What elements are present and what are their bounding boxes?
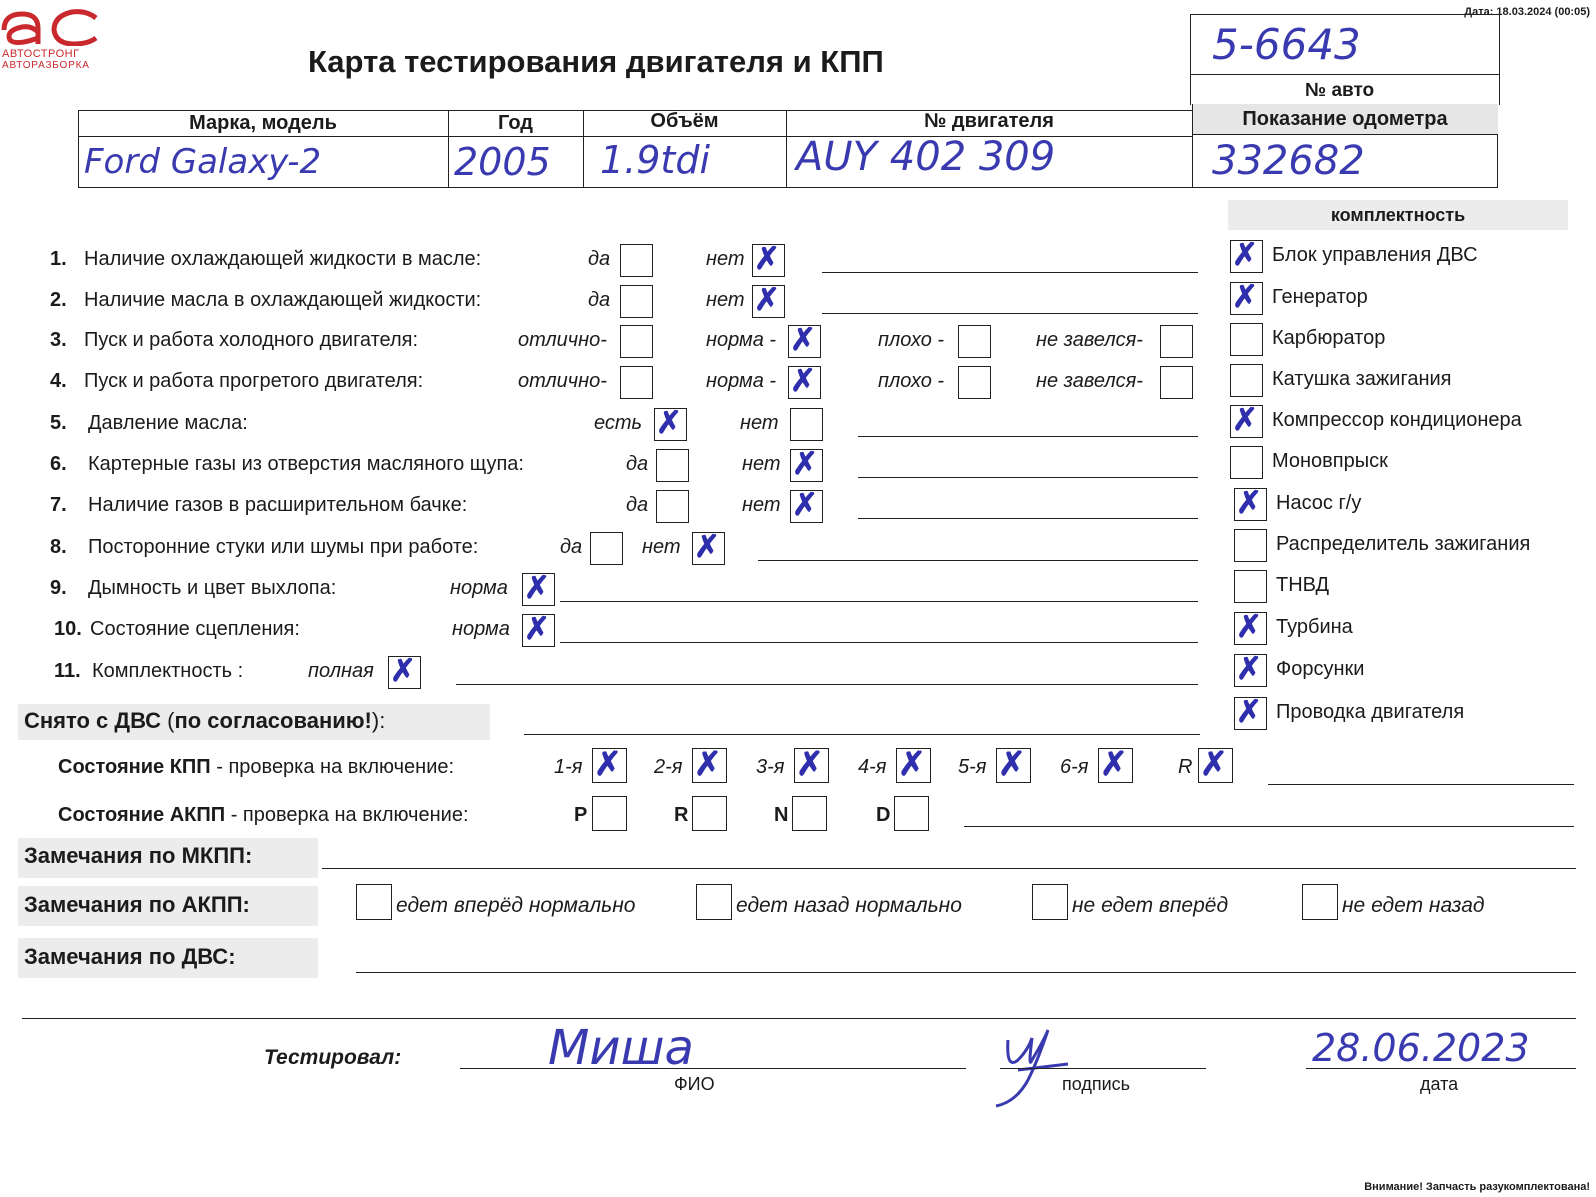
- komplekt-item-label: Генератор: [1272, 286, 1368, 308]
- question-6-checkbox-1[interactable]: [656, 449, 689, 482]
- akpp-remark-checkbox-3[interactable]: [1032, 884, 1068, 920]
- date-label: дата: [1420, 1074, 1459, 1094]
- question-7-checkbox-1[interactable]: [656, 490, 689, 523]
- question-option-label: да: [560, 536, 583, 558]
- question-4-checkbox-3[interactable]: [958, 366, 991, 399]
- logo-line1: АВТОСТРОНГ: [2, 48, 80, 60]
- question-option-label: норма: [452, 618, 510, 640]
- kpp-gear-checkbox-1-mark: ✗: [594, 745, 622, 782]
- komplekt-checkbox-5-mark: ✗: [1232, 402, 1258, 437]
- akpp-mode-label: D: [876, 804, 891, 826]
- komplekt-checkbox-8[interactable]: [1234, 529, 1267, 562]
- akpp-remark-option-label: не едет вперёд: [1072, 894, 1229, 917]
- komplekt-checkbox-11-mark: ✗: [1236, 651, 1262, 686]
- answer-line: [822, 272, 1198, 273]
- komplekt-checkbox-9[interactable]: [1234, 570, 1267, 603]
- question-number: 10.: [54, 618, 82, 640]
- question-6-checkbox-2-mark: ✗: [792, 446, 818, 481]
- value-odometer: 332682: [1212, 138, 1365, 184]
- komplekt-item-label: Катушка зажигания: [1272, 368, 1452, 390]
- value-year: 2005: [454, 140, 551, 184]
- header-year: Год: [498, 112, 533, 134]
- logo-line2: АВТОРАЗБОРКА: [2, 60, 90, 71]
- question-option-label: нет: [706, 289, 745, 311]
- question-number: 8.: [50, 536, 67, 558]
- question-10-checkbox-1-mark: ✗: [524, 611, 550, 646]
- question-text: Картерные газы из отверстия масляного щупа:: [88, 453, 524, 475]
- value-make-model: Ford Galaxy-2: [84, 142, 322, 182]
- question-option-label: отлично-: [518, 370, 607, 392]
- question-5-checkbox-1-mark: ✗: [656, 405, 682, 440]
- question-text: Комплектность :: [92, 660, 244, 682]
- footer-warning: Внимание! Запчасть разукомплектована!: [1364, 1181, 1590, 1193]
- akpp-label: Состояние АКПП - проверка на включение:: [58, 804, 469, 826]
- komplekt-header: комплектность: [1228, 200, 1568, 230]
- kpp-gear-checkbox-5-mark: ✗: [998, 745, 1026, 782]
- question-option-label: не завелся-: [1036, 370, 1143, 392]
- question-4-checkbox-2-mark: ✗: [790, 363, 816, 398]
- kpp-gear-label: 6-я: [1060, 756, 1089, 778]
- question-text: Посторонние стуки или шумы при работе:: [88, 536, 479, 558]
- question-text: Наличие газов в расширительном бачке:: [88, 494, 468, 516]
- question-number: 7.: [50, 494, 67, 516]
- podpis-label: подпись: [1062, 1074, 1131, 1094]
- question-option-label: плохо -: [878, 329, 945, 351]
- answer-line: [560, 601, 1198, 602]
- fio-label: ФИО: [674, 1074, 715, 1094]
- question-2-checkbox-2-mark: ✗: [754, 282, 780, 317]
- answer-line: [858, 436, 1198, 437]
- komplekt-checkbox-12-mark: ✗: [1236, 694, 1262, 729]
- answer-line: [822, 313, 1198, 314]
- question-option-label: нет: [742, 494, 781, 516]
- question-3-checkbox-3[interactable]: [958, 325, 991, 358]
- kpp-gear-label: 3-я: [756, 756, 785, 778]
- komplekt-checkbox-6[interactable]: [1230, 446, 1263, 479]
- akpp-remark-option-label: не едет назад: [1342, 894, 1485, 917]
- question-option-label: плохо -: [878, 370, 945, 392]
- komplekt-item-label: Компрессор кондиционера: [1272, 409, 1522, 431]
- answer-line: [560, 642, 1198, 643]
- question-number: 9.: [50, 577, 67, 599]
- question-option-label: нет: [742, 453, 781, 475]
- question-option-label: да: [588, 248, 611, 270]
- auto-number-label: № авто: [1305, 80, 1375, 101]
- autostrong-logo: [0, 0, 102, 46]
- akpp-remark-checkbox-1[interactable]: [356, 884, 392, 920]
- print-date: Дата: 18.03.2024 (00:05): [1464, 6, 1590, 18]
- kpp-label: Состояние КПП - проверка на включение:: [58, 756, 455, 778]
- remarks-mkpp-label: Замечания по МКПП:: [24, 843, 253, 868]
- signature-date: 28.06.2023: [1312, 1026, 1530, 1070]
- question-number: 4.: [50, 370, 67, 392]
- remarks-dvs-label: Замечания по ДВС:: [24, 944, 236, 969]
- komplekt-item-label: Блок управления ДВС: [1272, 244, 1478, 266]
- komplekt-checkbox-3[interactable]: [1230, 323, 1263, 356]
- akpp-mode-checkbox-1[interactable]: [592, 796, 627, 831]
- question-number: 2.: [50, 289, 67, 311]
- signature-scribble: [988, 1020, 1078, 1110]
- kpp-gear-checkbox-4-mark: ✗: [898, 745, 926, 782]
- value-volume: 1.9tdi: [600, 138, 711, 182]
- question-option-label: да: [626, 453, 649, 475]
- akpp-remark-checkbox-4[interactable]: [1302, 884, 1338, 920]
- question-option-label: отлично-: [518, 329, 607, 351]
- question-option-label: нет: [642, 536, 681, 558]
- question-1-checkbox-2-mark: ✗: [754, 241, 780, 276]
- komplekt-checkbox-10-mark: ✗: [1236, 609, 1262, 644]
- header-make-model: Марка, модель: [189, 112, 337, 134]
- kpp-gear-checkbox-7-mark: ✗: [1200, 745, 1228, 782]
- question-number: 5.: [50, 412, 67, 434]
- question-8-checkbox-1[interactable]: [590, 532, 623, 565]
- question-7-checkbox-2-mark: ✗: [792, 487, 818, 522]
- question-option-label: не завелся-: [1036, 329, 1143, 351]
- tester-name: Миша: [548, 1020, 694, 1076]
- question-3-checkbox-2-mark: ✗: [790, 322, 816, 357]
- komplekt-item-label: Проводка двигателя: [1276, 701, 1465, 723]
- answer-line: [456, 684, 1198, 685]
- komplekt-item-label: Карбюратор: [1272, 327, 1386, 349]
- question-text: Наличие масла в охлаждающей жидкости:: [84, 289, 482, 311]
- question-option-label: нет: [706, 248, 745, 270]
- question-option-label: есть: [594, 412, 643, 434]
- answer-line: [758, 560, 1198, 561]
- akpp-mode-checkbox-2[interactable]: [692, 796, 727, 831]
- question-text: Пуск и работа холодного двигателя:: [84, 329, 419, 351]
- komplekt-item-label: Турбина: [1276, 616, 1353, 638]
- tested-by-label: Тестировал:: [264, 1046, 402, 1069]
- remarks-akpp-label: Замечания по АКПП:: [24, 892, 250, 917]
- akpp-mode-checkbox-3[interactable]: [792, 796, 827, 831]
- komplekt-checkbox-7-mark: ✗: [1236, 485, 1262, 520]
- header-engine-no: № двигателя: [924, 110, 1054, 132]
- akpp-mode-label: P: [574, 804, 588, 826]
- question-number: 6.: [50, 453, 67, 475]
- komplekt-checkbox-1-mark: ✗: [1232, 237, 1258, 272]
- kpp-gear-label: 4-я: [858, 756, 887, 778]
- akpp-remark-option-label: едет вперёд нормально: [396, 894, 636, 917]
- komplekt-checkbox-2-mark: ✗: [1232, 279, 1258, 314]
- komplekt-item-label: Форсунки: [1276, 658, 1365, 680]
- question-text: Наличие охлаждающей жидкости в масле:: [84, 248, 482, 270]
- question-3-checkbox-4[interactable]: [1160, 325, 1193, 358]
- question-4-checkbox-1[interactable]: [620, 366, 653, 399]
- akpp-remark-checkbox-2[interactable]: [696, 884, 732, 920]
- komplekt-checkbox-4[interactable]: [1230, 364, 1263, 397]
- value-engine-no: AUY 402 309: [796, 134, 1056, 180]
- question-1-checkbox-1[interactable]: [620, 244, 653, 277]
- header-odometer: Показание одометра: [1242, 108, 1448, 130]
- question-option-label: норма: [450, 577, 508, 599]
- question-11-checkbox-1-mark: ✗: [390, 653, 416, 688]
- akpp-mode-checkbox-4[interactable]: [894, 796, 929, 831]
- question-option-label: норма -: [706, 329, 777, 351]
- kpp-gear-checkbox-6-mark: ✗: [1100, 745, 1128, 782]
- header-volume: Объём: [650, 110, 719, 132]
- komplekt-item-label: ТНВД: [1276, 574, 1330, 596]
- question-text: Пуск и работа прогретого двигателя:: [84, 370, 424, 392]
- question-3-checkbox-1[interactable]: [620, 325, 653, 358]
- question-4-checkbox-4[interactable]: [1160, 366, 1193, 399]
- question-option-label: полная: [308, 660, 374, 682]
- kpp-gear-label: 5-я: [958, 756, 987, 778]
- akpp-mode-label: R: [674, 804, 689, 826]
- kpp-gear-label: 2-я: [654, 756, 683, 778]
- komplekt-item-label: Насос г/у: [1276, 492, 1362, 514]
- akpp-mode-label: N: [774, 804, 789, 826]
- komplekt-item-label: Распределитель зажигания: [1276, 533, 1531, 555]
- question-text: Давление масла:: [88, 412, 248, 434]
- question-2-checkbox-1[interactable]: [620, 285, 653, 318]
- answer-line: [858, 518, 1198, 519]
- document-title: Карта тестирования двигателя и КПП: [308, 44, 884, 79]
- kpp-gear-label: R: [1178, 756, 1193, 778]
- answer-line: [858, 477, 1198, 478]
- question-text: Состояние сцепления:: [90, 618, 300, 640]
- question-5-checkbox-2[interactable]: [790, 408, 823, 441]
- question-option-label: нет: [740, 412, 779, 434]
- kpp-gear-checkbox-2-mark: ✗: [694, 745, 722, 782]
- question-text: Дымность и цвет выхлопа:: [88, 577, 337, 599]
- question-9-checkbox-1-mark: ✗: [524, 570, 550, 605]
- question-option-label: да: [626, 494, 649, 516]
- auto-number-value: 5-6643: [1212, 20, 1361, 69]
- question-number: 11.: [54, 660, 81, 682]
- question-option-label: да: [588, 289, 611, 311]
- question-8-checkbox-2-mark: ✗: [694, 529, 720, 564]
- kpp-gear-checkbox-3-mark: ✗: [796, 745, 824, 782]
- snyato-label: Снято с ДВС (по согласованию!):: [24, 708, 386, 733]
- question-number: 1.: [50, 248, 67, 270]
- question-number: 3.: [50, 329, 67, 351]
- akpp-remark-option-label: едет назад нормально: [736, 894, 962, 917]
- question-option-label: норма -: [706, 370, 777, 392]
- komplekt-item-label: Моновпрыск: [1272, 450, 1388, 472]
- kpp-gear-label: 1-я: [554, 756, 583, 778]
